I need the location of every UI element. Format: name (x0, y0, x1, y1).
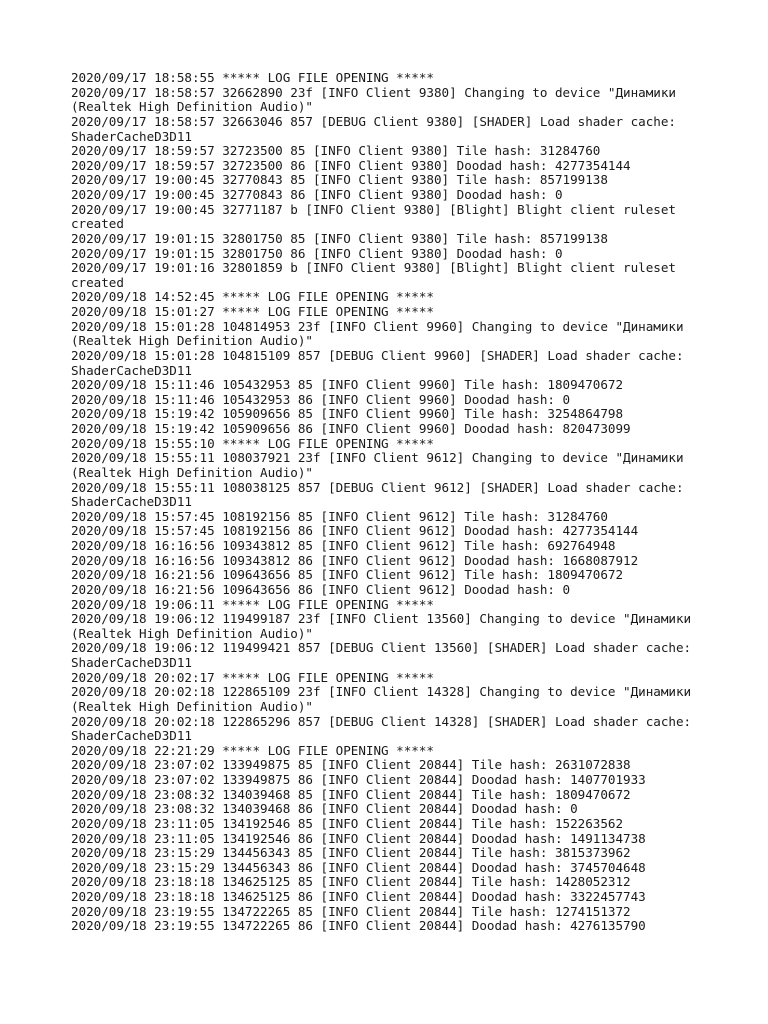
log-line: 2020/09/18 15:55:10 ***** LOG FILE OPENING ***** (71, 435, 434, 451)
log-line: 2020/09/18 20:02:17 ***** LOG FILE OPENING ***** (71, 669, 434, 685)
log-line: 2020/09/18 15:11:46 105432953 85 [INFO Client 9960] Tile hash: 1809470672 (71, 377, 624, 393)
log-line: 2020/09/17 18:59:57 32723500 85 [INFO Client 9380] Tile hash: 31284760 (71, 143, 601, 159)
log-line: 2020/09/18 19:06:12 119499187 23f [INFO Client 13560] Changing to device "Динамики (71, 611, 692, 627)
log-line: 2020/09/17 19:00:45 32770843 85 [INFO Client 9380] Tile hash: 857199138 (71, 172, 608, 188)
log-line: 2020/09/18 16:16:56 109343812 85 [INFO Client 9612] Tile hash: 692764948 (71, 538, 616, 553)
log-line: ShaderCacheD3D11 (71, 728, 192, 744)
log-line: 2020/09/18 23:18:18 134625125 86 [INFO Client 20844] Doodad hash: 3322457743 (71, 889, 646, 904)
log-line: 2020/09/18 19:06:12 119499421 857 [DEBUG Client 13560] [SHADER] Load shader cache: (71, 640, 692, 656)
log-line: 2020/09/17 19:00:45 32771187 b [INFO Client 9380] [Blight] Blight client ruleset (71, 201, 676, 217)
log-line: (Realtek High Definition Audio)" (71, 464, 313, 480)
log-line: created (71, 274, 124, 290)
log-line: 2020/09/18 19:06:11 ***** LOG FILE OPENING ***** (71, 596, 434, 612)
log-line: 2020/09/18 15:11:46 105432953 86 [INFO Client 9960] Doodad hash: 0 (71, 391, 571, 407)
log-line: 2020/09/18 15:57:45 108192156 86 [INFO Client 9612] Doodad hash: 4277354144 (71, 523, 639, 539)
log-line: 2020/09/17 19:01:15 32801750 85 [INFO Client 9380] Tile hash: 857199138 (71, 230, 608, 246)
log-line: 2020/09/18 20:02:18 122865109 23f [INFO Client 14328] Changing to device "Динамики (71, 684, 692, 700)
log-line: 2020/09/18 15:55:11 108037921 23f [INFO Client 9612] Changing to device "Динамики (71, 450, 684, 466)
log-line: 2020/09/18 15:01:28 104815109 857 [DEBUG Client 9960] [SHADER] Load shader cache: (71, 347, 684, 363)
log-line: 2020/09/18 20:02:18 122865296 857 [DEBUG Client 14328] [SHADER] Load shader cache: (71, 713, 692, 729)
log-line: 2020/09/17 19:01:16 32801859 b [INFO Client 9380] [Blight] Blight client ruleset (71, 260, 676, 276)
log-line: 2020/09/18 23:15:29 134456343 86 [INFO Client 20844] Doodad hash: 3745704648 (71, 859, 646, 875)
log-line: ShaderCacheD3D11 (71, 128, 192, 144)
log-line: 2020/09/18 16:21:56 109643656 86 [INFO Client 9612] Doodad hash: 0 (71, 581, 571, 597)
log-line: ShaderCacheD3D11 (71, 362, 192, 378)
log-line: 2020/09/18 23:19:55 134722265 86 [INFO Client 20844] Doodad hash: 4276135790 (71, 918, 646, 934)
log-line: created (71, 216, 124, 232)
log-line: (Realtek High Definition Audio)" (71, 333, 313, 349)
log-text-block (71, 71, 711, 934)
log-line: 2020/09/18 15:01:28 104814953 23f [INFO Client 9960] Changing to device "Динамики (71, 318, 684, 334)
log-line: 2020/09/18 23:19:55 134722265 85 [INFO Client 20844] Tile hash: 1274151372 (71, 903, 631, 919)
log-line: 2020/09/17 18:59:57 32723500 86 [INFO Client 9380] Doodad hash: 4277354144 (71, 157, 631, 173)
log-line: 2020/09/18 15:55:11 108038125 857 [DEBUG Client 9612] [SHADER] Load shader cache: (71, 479, 684, 495)
log-line: 2020/09/18 15:19:42 105909656 86 [INFO Client 9960] Doodad hash: 820473099 (71, 421, 631, 436)
log-line: 2020/09/18 22:21:29 ***** LOG FILE OPENING ***** (71, 742, 434, 758)
log-line: 2020/09/18 15:01:27 ***** LOG FILE OPENING ***** (71, 304, 434, 319)
log-line: 2020/09/18 23:18:18 134625125 85 [INFO Client 20844] Tile hash: 1428052312 (71, 874, 631, 890)
log-line: 2020/09/17 18:58:57 32663046 857 [DEBUG Client 9380] [SHADER] Load shader cache: (71, 113, 676, 129)
log-line: 2020/09/17 19:00:45 32770843 86 [INFO Client 9380] Doodad hash: 0 (71, 187, 563, 202)
log-line: 2020/09/18 14:52:45 ***** LOG FILE OPENING ***** (71, 289, 434, 305)
log-line: (Realtek High Definition Audio)" (71, 99, 313, 115)
log-line: 2020/09/17 19:01:15 32801750 86 [INFO Client 9380] Doodad hash: 0 (71, 245, 563, 261)
log-line: 2020/09/18 23:11:05 134192546 86 [INFO Client 20844] Doodad hash: 1491134738 (71, 830, 646, 846)
log-line: 2020/09/18 16:16:56 109343812 86 [INFO Client 9612] Doodad hash: 1668087912 (71, 552, 639, 568)
log-line: 2020/09/18 23:08:32 134039468 86 [INFO Client 20844] Doodad hash: 0 (71, 801, 578, 817)
log-line: 2020/09/18 23:07:02 133949875 86 [INFO Client 20844] Doodad hash: 1407701933 (71, 772, 646, 787)
log-line: 2020/09/18 23:08:32 134039468 85 [INFO Client 20844] Tile hash: 1809470672 (71, 786, 631, 802)
log-line: ShaderCacheD3D11 (71, 494, 192, 510)
log-line: 2020/09/18 23:15:29 134456343 85 [INFO Client 20844] Tile hash: 3815373962 (71, 845, 631, 861)
log-line: 2020/09/17 18:58:57 32662890 23f [INFO Client 9380] Changing to device "Динамики (71, 84, 676, 100)
log-line: ShaderCacheD3D11 (71, 655, 192, 670)
log-line: 2020/09/18 23:07:02 133949875 85 [INFO Client 20844] Tile hash: 2631072838 (71, 757, 631, 773)
log-line: (Realtek High Definition Audio)" (71, 698, 313, 714)
log-line: 2020/09/18 16:21:56 109643656 85 [INFO Client 9612] Tile hash: 1809470672 (71, 567, 624, 583)
log-line: 2020/09/18 23:11:05 134192546 85 [INFO Client 20844] Tile hash: 152263562 (71, 815, 624, 831)
log-line: 2020/09/18 15:19:42 105909656 85 [INFO Client 9960] Tile hash: 3254864798 (71, 406, 624, 422)
log-line: (Realtek High Definition Audio)" (71, 625, 313, 641)
log-line: 2020/09/18 15:57:45 108192156 85 [INFO Client 9612] Tile hash: 31284760 (71, 508, 608, 524)
log-line: 2020/09/17 18:58:55 ***** LOG FILE OPENING ***** (71, 70, 434, 85)
